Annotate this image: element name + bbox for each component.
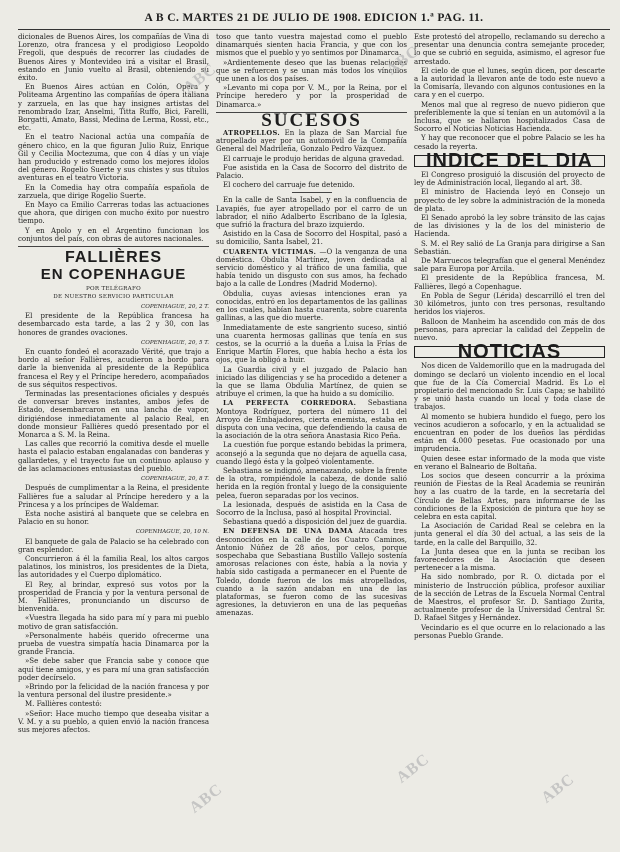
item-text: Sebastiana Montoya Rodríguez, portera del número 11 del Arroyo de Embajadores, cierta enemista, estaba en disputa con una vecina, que defendiendo la causa de la asociación de la otra señora Anastasia Rico Peña. (216, 399, 407, 441)
dateline: COPENHAGUE, 20, 8 T. (140, 476, 209, 483)
dateline: COPENHAGUE, 20, 5 T. (140, 339, 209, 346)
paragraph: En cuanto fondeó el acorazado Vérité, que trajo a bordo al señor Fallières, acudieron a bordo para darle la bienvenida al presidente de la República francesa el Rey y el Príncipe heredero, acompañados de sus séquitos respectivos. (18, 348, 209, 389)
paragraph: »Levanto mi copa por V. M., por la Reina, por el Príncipe heredero y por la prosperidad de Dinamarca.» (216, 84, 407, 109)
columns (18, 33, 610, 848)
index-item: Balloon de Manheim ha ascendido con más de dos personas, para apreciar la calidad del Zeppelin de nuevo. (414, 317, 605, 342)
notice-item: Nos dicen de Valdemorillo que en la madrugada del domingo se declaró un violento incendio en el local que fue de la Cía Comercial Madrid. Es Lo el propietario del mencionado Sr. Luis Capa; se habilitó y se unió hasta cuando un local y toda clase de trabajos. (414, 362, 605, 412)
index-item: El Senado aprobó la ley sobre tránsito de las cajas de las divisiones y la de los del ministerio de Hacienda. (414, 214, 605, 239)
index-item: El presidente de la República francesa, M. Fallières, llegó a Copenhague. (414, 274, 605, 291)
paragraph: El banquete de gala de Palacio se ha celebrado con gran esplendor. (18, 537, 209, 554)
index-item: En Pobla de Segur (Lérida) descarrilló el tren del 30 kilómetros, junto con tres personas, resultando heridos los viajeros. (414, 291, 605, 317)
paragraph: »Señor: Hace mucho tiempo que deseaba visitar a V. M. y a su pueblo, a quien envió la nación francesa sus mejores afectos. (18, 709, 209, 734)
dateline: COPENHAGUE, 20, 2 T. (140, 304, 209, 311)
item-text: Atacada tres desconocidos en la calle de los Cuatro Caminos, Antonio Núñez de 28 años, por celos, porque sospechaba que Sebastiana Bustillo Vallejo sostenía amorosas relaciones con éste, había a la novia y había sido castigada a permanecer en el Puente de Toledo, donde fueron de los más atropellados, cuando a la sazón andaban en una de las plataformas, se fueron como de las sucesivas agresiones, la detuvieron en una de las pequeñas amenazas. (216, 527, 407, 618)
paragraph: Esta noche asistirá al banquete que se celebra en Palacio en su honor. (18, 509, 209, 527)
column-2 (216, 33, 407, 848)
paragraph: En Buenos Aires actúan en Colón, Opera y Politeama Argentino las compañías de ópera italiana y zarzuela, en las que hay insignes artistas del renombrado Izar, Anselmi, Titta Ruffo, Bici, Farelli, Borgatti, Amato, Bassi, Medina de Lerma, Rossi, etc., etc. (18, 83, 209, 133)
paragraph: M. Fallières contestó: (25, 700, 102, 709)
paragraph: En la Comedia hay otra compañía española de zarzuela, que dirige Rogelio Suerte. (18, 183, 209, 200)
byline-1: POR TELÉGRAFO (85, 285, 142, 292)
paragraph: «Vuestra llegada ha sido para mí y para mi pueblo motivo de gran satisfacción. (18, 614, 209, 631)
notice-item: Quien desee estar informado de la moda que viste en verano el Balneario de Boltaña. (414, 454, 605, 471)
paragraph: »Ardientemente deseo que las buenas relaciones que se refuercen y se unan más todos los vínculos que unen a los dos países. (216, 58, 407, 84)
paragraph: En el teatro Nacional actúa una compañía de género chico, en la que figuran Julio Ruiz, Enrique Gil y Cecilia Moctezuma, que con 4 días y un viaje han producido y estrenado como los mejores ídolos del género. Rogelio Suerte y sus chistes y sus títulos aventuras en el teatro Victoria. (18, 133, 209, 183)
paragraph: En la calle de Santa Isabel, y en la confluencia de Lavapiés, fue ayer atropellado por el carro de un labrador, el niño Adalberto Escribano de la Iglesia, que sufrió la fractura del brazo izquierdo. (216, 196, 407, 230)
section-title-noticias: NOTICIAS (414, 346, 605, 358)
paragraph: Sebastiana se indignó, amenazando, sobre la frente de la otra, rompiéndole la cabeza, de donde salió herida en la región frontal y luego de la consiguiente pelea, fueron separadas por los vecinos. (216, 466, 407, 500)
paragraph: Y en Apolo y en el Argentino funcionan los conjuntos del país, con obras de autores nacionales. (18, 226, 209, 243)
page-header (18, 8, 610, 30)
paragraph: »Personalmente habéis querido ofrecerme una prueba de vuestra simpatía hacia Dinamarca por la grande Francia. (18, 631, 209, 657)
paragraph: »Brindo por la felicidad de la nación francesa y por la ventura personal del ilustre presidente.» (18, 682, 209, 700)
column-1 (18, 33, 209, 848)
item-text: —O la venganza de una doméstica. Obdulia Martínez, joven dedicada al servicio doméstico y al tráfico de una familia, que había tenido un disgusto con sus amos, ha fechado bajo a la calle de Londres (Madrid Moderno). (216, 247, 407, 289)
section-title-sucesos: SUCESOS (261, 109, 362, 131)
paragraph: La cuestión fue porque estando bebidas la primera, aconsejó a la segunda que no dejara de aquella casa, cuando llegó ésta y la golpeó violentamente. (216, 441, 407, 466)
article-title-line-2: EN COPENHAGUE (40, 265, 187, 283)
notice-item: La Asociación de Caridad Real se celebra en la junta general el día 30 del actual, a las seis de la tarde, en la calle del Barquillo, 32. (414, 522, 605, 547)
paragraph: La lesionada, después de asistida en la Casa de Socorro de la Inclusa, pasó al hospital Provincial. (216, 500, 407, 517)
paragraph: Terminadas las presentaciones oficiales y después de conversar breves instantes, ambos jefes de Estado, desembarcaron en una lancha de vapor, dirigiéndose inmediatamente al palacio Real, en donde monsieur Fallières quedó presentado por el Monarca a S. M. la Reina. (18, 390, 209, 440)
divider (18, 246, 209, 247)
byline-2: DE NUESTRO SERVICIO PARTICULAR (53, 293, 174, 300)
item-lead: ATROPELLOS. (223, 129, 281, 138)
watermark-stamp: ABC (383, 42, 423, 79)
paragraph: El presidente de la República francesa ha desembarcado esta tarde, a las 2 y 30, con las honores de grandes ovaciones. (18, 312, 209, 337)
dateline: COPENHAGUE, 20, 10 N. (135, 529, 209, 536)
paragraph: Inmediatamente de este sangriento suceso, sintió una cuarenta hermosas gallinas que tenía en sus cestos, se la ocurrió a la dueña a Luisa la Frías de Enrique Martín Flores, que había hecho a ésta los ojos, que la obligó a huir. (216, 323, 407, 365)
notice-item: Ha sido nombrado, por R. O. dictada por el ministerio de Instrucción pública, profesor auxiliar de la sección de Letras de la Escuela Normal Central de Maestros, el profesor Sr. D. Santiago Zurita, actualmente profesor de la Universidad Central Sr. D. Rafael Sitges y Hernández. (414, 573, 605, 623)
item-text: En la plaza de San Marcial fue atropellado ayer por un automóvil de la Compañía General del Madrileña, Gonzalo Pedro Vázquez. (216, 129, 407, 154)
paragraph: Obdulia, cuyas aviesas intenciones eran ya conocidas, entró en los departamentos de las gallinas en los cuales, habían hasta cuarenta, sobre cuarenta gallinas, a las que dio muerte. (216, 289, 407, 323)
watermark-stamp: ABC (186, 780, 226, 817)
paragraph: Después de cumplimentar a la Reina, el presidente Fallières fue a saludar al Príncipe heredero y a la Princesa y a los príncipes de Waldemar. (18, 484, 209, 509)
paragraph: Y hay que reconocer que el pobre Palacio se les ha cesado la reyerta. (414, 134, 605, 151)
index-item: S. M. el Rey salió de La Granja para dirigirse a San Sebastián. (414, 239, 605, 256)
notice-item: Al momento se hubiera hundido el fuego, pero los vecinos acudieron a sofocarlo, y en la actualidad se encuentran en poder de los dueños las pérdidas están en 4.000 pesetas. Fue ocasionado por una imprudencia. (414, 412, 605, 454)
paragraph: La Guardia civil y el juzgado de Palacio han iniciado las diligencias y se ha procedido a detener a la que se llama Obdulia Martínez, de quien se atribuye el crimen, la que ha huido a su domicilio. (216, 365, 407, 399)
item-lead: LA PERFECTA CORREDORA. (223, 399, 357, 408)
notice-item: Vecindario es el que ocurre en lo relacionado a las personas Pueblo Grande. (414, 623, 605, 640)
paragraph: El carruaje le produjo heridas de alguna gravedad. (223, 154, 405, 163)
watermark-stamp: ABC (180, 60, 220, 97)
paragraph: El cielo de que el lunes, según dicen, por descarte a la autoridad la llevaron ante de todo este nuevo a la Comisaría, llevando con algunos contusiones en la cara y en el cuerpo. (414, 66, 605, 100)
header-text: A B C. MARTES 21 DE JULIO DE 1908. EDICION 1.ª PAG. 11. (144, 12, 484, 24)
item-lead: CUARENTA VÍCTIMAS. (223, 247, 317, 256)
index-item: El Congreso prosiguió la discusión del proyecto de ley de Administración local, llegando al art. 38. (414, 171, 605, 188)
article-title-line-1: FALLIÈRES (64, 249, 162, 267)
paragraph: Este protestó del atropello, reclamando su derecho a presentar una denuncia contra semejante proceder, lo que se cubrió en seguida, asimismo, el agresor fue arrestado. (414, 33, 605, 66)
paragraph: Asistido en la Casa de Socorro del Hospital, pasó a su domicilio, Santa Isabel, 21. (216, 230, 407, 247)
paragraph: Fue asistida en la Casa de Socorro del distrito de Palacio. (216, 163, 407, 181)
paragraph: En Mayo ca Emilio Carreras todas las actuaciones que ahora, que dirigen con mucho éxito por nuestro tiempo. (18, 201, 209, 226)
index-item: De Marruecos telegrafían que el general Menéndez sale para Europa por Arcila. (414, 257, 605, 274)
column-3 (414, 33, 605, 848)
paragraph: »Se debe saber que Francia sabe y conoce que aquí tiene amigos, y es para mí una gran satisfacción poder decírselo. (18, 657, 209, 682)
paragraph: Concurrieron á él la familia Real, los altos cargos palatinos, los ministros, los presidentes de la Dieta, las autoridades y el Cuerpo diplomático. (18, 554, 209, 580)
notice-item: La Junta desea que en la junta se reciban los favorecedores de la Asociación que deseen pertenecer a la misma. (414, 547, 605, 573)
index-item: El ministro de Hacienda leyó en Consejo un proyecto de ley sobre la administración de la moneda de plata. (414, 188, 605, 213)
item-lead: EN DEFENSA DE UNA DAMA (223, 527, 354, 536)
section-title-indice: INDICE DEL DIA (414, 155, 605, 167)
paragraph: Sebastiana quedó a disposición del juez de guardia. (223, 518, 407, 527)
paragraph: Menos mal que al regreso de nuevo pidieron que preferiblemente la que sí tenían en un automóvil a la Inclusa, que se hallaron hospitalizados Casa de Socorro el Noticias Noticias Hacienda. (414, 100, 605, 134)
paragraph: dicionales de Buenos Aires, los compañías de Vina di Lorenzo, otra francesa y el prodigioso Leopoldo Fregoli, que después de recorrer las ciudades de Buenos Aires y Montevideo irá a visitar el Brasil, estando en Junio vuelto al Brasil, obteniendo su éxito. (18, 33, 209, 83)
watermark-stamp: ABC (393, 750, 433, 787)
watermark-stamp: ABC (538, 770, 578, 807)
notice-item: Los socios que deseen concurrir a la próxima reunión de Fiestas de la Real Academia se reunirán hoy a las cuatro de la tarde, en la secretaría del Círculo de Bellas Artes, para informarse de las condiciones de la Exposición de pintura que hoy se celebra en esta capital. (414, 471, 605, 521)
paragraph: Las calles que recorrió la comitiva desde el muelle hasta el palacio estaban engalanadas con banderas y gallardetes, y el trayecto fue un continuo aplauso y de las aclamaciones entusiastas del pueblo. (18, 440, 209, 473)
short-divider (292, 192, 332, 193)
paragraph: toso que tanto vuestra majestad como el pueblo dinamarqués sienten hacia Francia, y que con los mismos que el pueblo y yo sentimos por Dinamarca. (216, 33, 407, 58)
paragraph: El Rey, al brindar, expresó sus votos por la prosperidad de Francia y por la ventura personal de M. Fallières, pronunciando un discurso de bienvenida. (18, 580, 209, 614)
paragraph: El cochero del carruaje fue detenido. (223, 181, 355, 190)
